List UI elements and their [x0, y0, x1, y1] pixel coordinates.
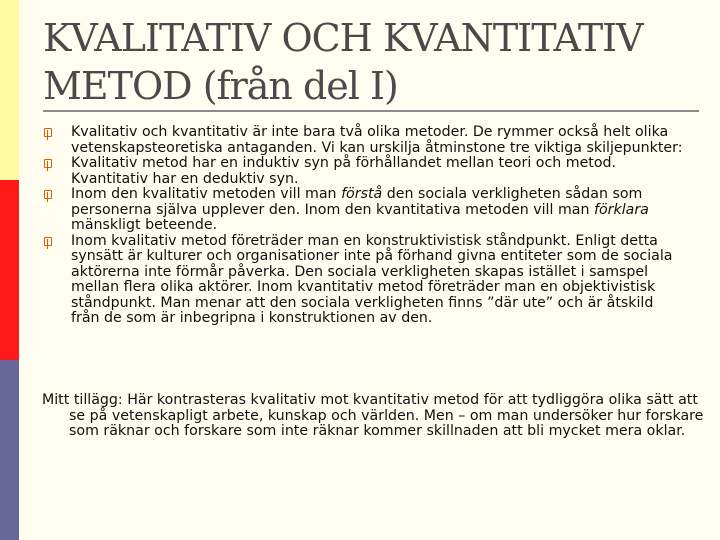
- slide-title: [43, 14, 703, 110]
- bullet-text-mid: den sociala verkligheten sådan som personerna själva upplever den. Inom den kvantitativa metoden vill man: [71, 186, 643, 218]
- slide-title-line2: METOD (från del I): [43, 64, 398, 108]
- slide-title-line1: KVALITATIV OCH KVANTITATIV: [43, 16, 643, 60]
- bullet-text-pre: Inom den kvalitativ metoden vill man: [71, 186, 342, 202]
- bullet-item: [44, 187, 684, 234]
- sidebar-band-yellow: [0, 0, 19, 180]
- bullet-text: Inom kvalitativ metod företräder man en konstruktivistisk ståndpunkt. Enligt detta synsätt är kulturer och organisationer inte på förhand givna entiteter som de sociala aktörerna inte förmår påverka. Den sociala verkligheten skapas istället i samspel mellan flera olika aktörer. Inom kvantitativ metod företräder man en objektivistisk ståndpunkt. Man menar att den sociala verkligheten finns ”där ute” och är åtskild från de som är inbegripna i konstruktionen av den.: [71, 232, 673, 326]
- square-bullet-icon: [44, 128, 52, 137]
- square-bullet-icon: [44, 159, 52, 168]
- bullet-item: [44, 234, 684, 327]
- bullet-text-post: mänskligt beteende.: [71, 217, 218, 233]
- bullet-list: [44, 125, 684, 327]
- bullet-emphasis-forsta: förstå: [341, 186, 383, 202]
- decorative-sidebar: [0, 0, 19, 540]
- sidebar-band-blue: [0, 360, 19, 540]
- bullet-text: Kvalitativ metod har en induktiv syn på förhållandet mellan teori och metod. Kvantitativ har en deduktiv syn.: [71, 155, 617, 187]
- bullet-item: [44, 125, 684, 156]
- bullet-item: [44, 156, 684, 187]
- author-note: Mitt tillägg: Här kontrasteras kvalitativ mot kvantitativ metod för att tydliggöra olika sätt att se på vetenskapligt arbete, kunskap och världen. Men – om man undersöker hur forskare som räknar och forskare som inte räknar kommer skillnaden att bli mycket mera oklar.: [42, 392, 704, 439]
- bullet-text: Kvalitativ och kvantitativ är inte bara två olika metoder. De rymmer också helt olika vetenskapsteoretiska antaganden. Vi kan urskilja åtminstone tre viktiga skiljepunkter:: [71, 124, 683, 156]
- square-bullet-icon: [44, 237, 52, 246]
- title-divider: [43, 110, 699, 112]
- square-bullet-icon: [44, 190, 52, 199]
- sidebar-band-red: [0, 180, 19, 360]
- bullet-emphasis-forklara: förklara: [593, 201, 649, 218]
